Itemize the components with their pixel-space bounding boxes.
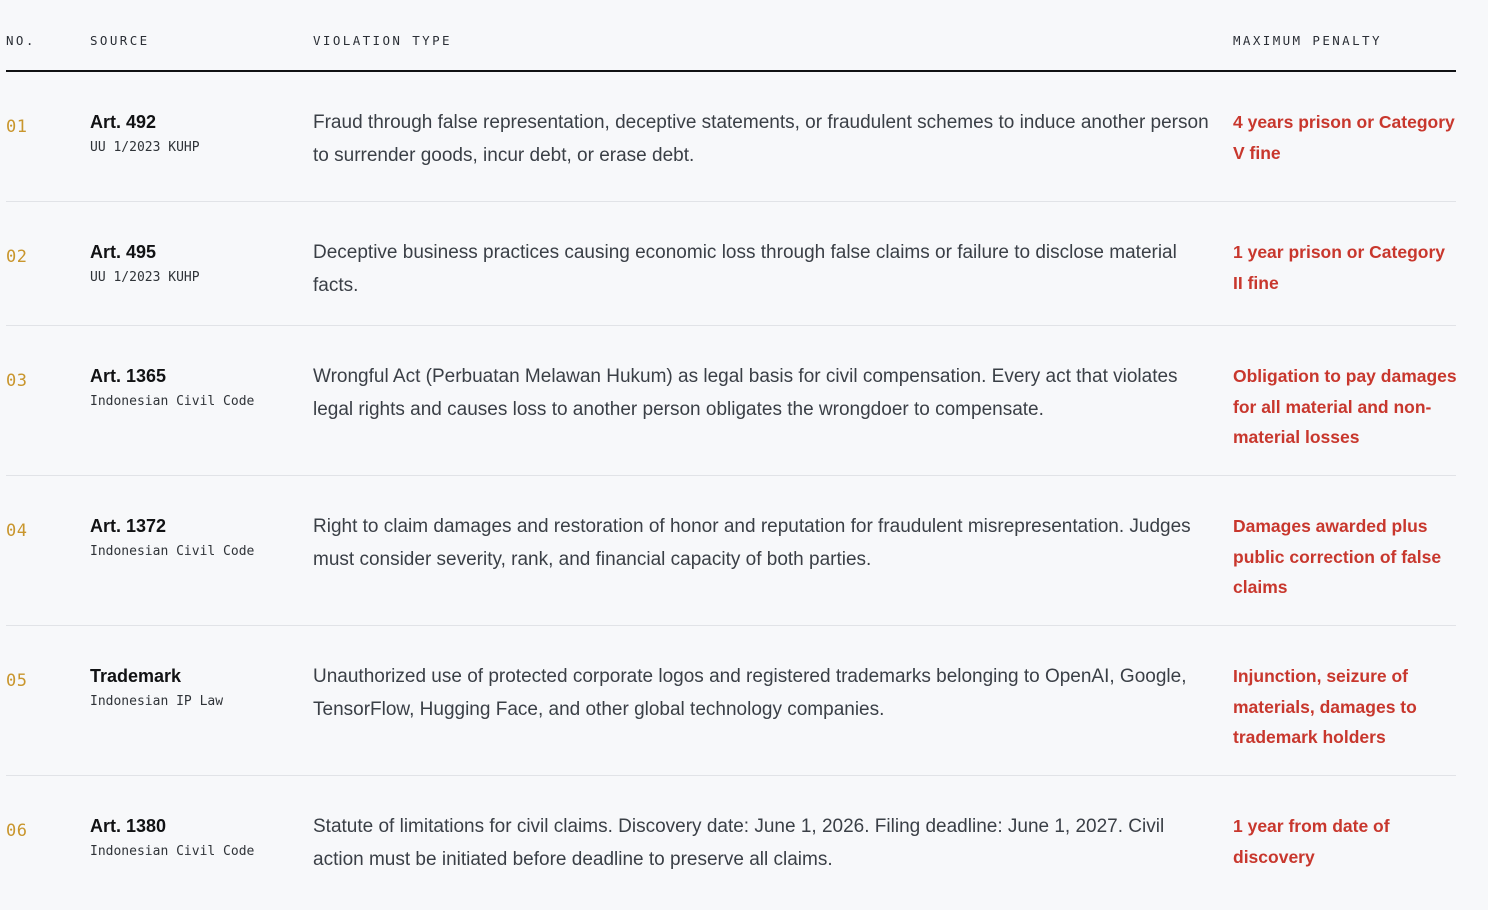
violation-text: Fraud through false representation, deceptive statements, or fraudulent schemes to induce another person to surrender goods, incur debt, or erase debt. (313, 112, 1209, 166)
row-number: 02 (6, 247, 28, 267)
source-title: Art. 495 (90, 242, 157, 262)
source-subtitle: Indonesian IP Law (90, 694, 224, 709)
penalty-text: Injunction, seizure of materials, damages to trademark holders (1233, 666, 1417, 747)
violation-text: Wrongful Act (Perbuatan Melawan Hukum) as legal basis for civil compensation. Every act that violates legal rights and causes loss to another person obligates the wrongdoer to compensate. (313, 366, 1178, 420)
source-cell (90, 664, 300, 709)
source-title: Art. 1380 (90, 816, 167, 836)
table-header (6, 0, 1456, 72)
table-row (6, 72, 1456, 202)
source-subtitle: UU 1/2023 KUHP (90, 270, 200, 285)
row-number: 04 (6, 521, 28, 541)
violation-text: Deceptive business practices causing economic loss through false claims or failure to disclose material facts. (313, 242, 1177, 296)
penalty-text: 4 years prison or Category V fine (1233, 112, 1455, 163)
header-no: NO. (6, 33, 36, 48)
source-title: Trademark (90, 666, 182, 686)
penalty-table (6, 0, 1456, 910)
source-cell (90, 514, 300, 559)
violation-text: Right to claim damages and restoration of honor and reputation for fraudulent misrepresentation. Judges must consider severity, rank, and financial capacity of both parties. (313, 516, 1191, 570)
source-subtitle: Indonesian Civil Code (90, 844, 255, 859)
source-title: Art. 1365 (90, 366, 167, 386)
source-subtitle: UU 1/2023 KUHP (90, 140, 200, 155)
table-row (6, 626, 1456, 776)
violation-text: Statute of limitations for civil claims. Discovery date: June 1, 2026. Filing deadline: June 1, 2027. Civil action must be initiated before deadline to preserve all claims. (313, 816, 1165, 870)
penalty-text: Damages awarded plus public correction of false claims (1233, 516, 1442, 597)
source-title: Art. 492 (90, 112, 157, 132)
header-violation-type: VIOLATION TYPE (313, 33, 452, 48)
table-row (6, 476, 1456, 626)
violation-text: Unauthorized use of protected corporate logos and registered trademarks belonging to OpenAI, Google, TensorFlow, Hugging Face, and other global technology companies. (313, 666, 1187, 720)
source-subtitle: Indonesian Civil Code (90, 394, 255, 409)
row-number: 03 (6, 371, 28, 391)
header-source: SOURCE (90, 33, 150, 48)
source-cell (90, 814, 300, 859)
penalty-text: 1 year prison or Category II fine (1233, 242, 1446, 293)
source-cell (90, 110, 300, 155)
row-number: 05 (6, 671, 28, 691)
header-maximum-penalty: MAXIMUM PENALTY (1233, 33, 1382, 48)
source-cell (90, 364, 300, 409)
table-row (6, 202, 1456, 326)
penalty-text: Obligation to pay damages for all material and non-material losses (1233, 366, 1457, 447)
source-cell (90, 240, 300, 285)
row-number: 01 (6, 117, 28, 137)
table-row (6, 776, 1456, 910)
row-number: 06 (6, 821, 28, 841)
table-row (6, 326, 1456, 476)
penalty-text: 1 year from date of discovery (1233, 816, 1390, 867)
source-title: Art. 1372 (90, 516, 167, 536)
source-subtitle: Indonesian Civil Code (90, 544, 255, 559)
